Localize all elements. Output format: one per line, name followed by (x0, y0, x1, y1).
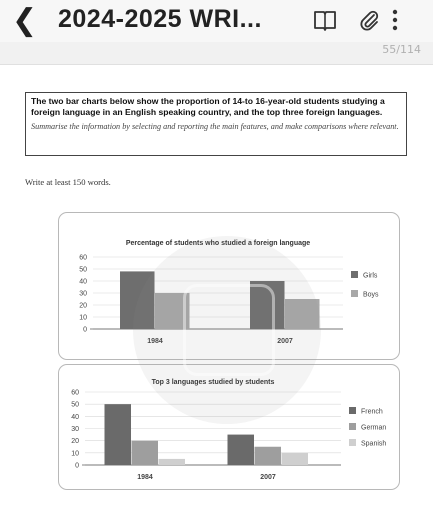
bar-spanish-2007 (282, 453, 309, 465)
y-tick-label: 10 (79, 314, 87, 322)
page-toolbar (0, 42, 433, 65)
y-tick-label: 0 (75, 462, 79, 470)
y-tick-label: 50 (79, 266, 87, 274)
y-tick-label: 20 (79, 302, 87, 310)
y-tick-label: 30 (71, 426, 79, 433)
legend-swatch-german (349, 423, 356, 430)
bar-spanish-1984 (159, 459, 186, 465)
chevron-left-icon[interactable]: ❮ (12, 3, 38, 38)
legend-label-german: German (361, 424, 387, 432)
chart-top-languages-svg (59, 365, 399, 489)
legend-swatch-girls (351, 271, 358, 278)
x-tick-label: 2007 (260, 474, 276, 481)
x-tick-label: 2007 (277, 338, 293, 345)
word-count-instruction: Write at least 150 words. (25, 177, 111, 187)
bar-boys-2007 (285, 299, 320, 329)
task-box (25, 92, 407, 156)
bar-german-1984 (132, 441, 159, 465)
task-instruction: The two bar charts below show the proportion of 14-to 16-year-old students studying a foreign language in an English speaking country, and the top three foreign languages. (31, 96, 385, 117)
legend-swatch-french (349, 407, 356, 414)
legend-label-spanish: Spanish (361, 440, 387, 448)
back-button[interactable] (12, 4, 37, 38)
chart-top-languages (58, 364, 400, 490)
y-tick-label: 20 (71, 438, 79, 446)
app-header (0, 0, 433, 42)
y-tick-label: 10 (71, 450, 79, 458)
more-vertical-icon[interactable] (390, 8, 400, 32)
bar-german-2007 (255, 447, 282, 465)
legend-label-girls: Girls (363, 272, 378, 280)
book-icon[interactable] (313, 9, 337, 31)
chart-title: Percentage of students who studied a foreign language (125, 240, 311, 247)
task-prompt: Summarise the information by selecting and reporting the main features, and make comparisons where relevant. (31, 122, 399, 131)
y-tick-label: 40 (79, 278, 87, 286)
legend-swatch-spanish (349, 439, 356, 446)
legend-swatch-boys (351, 290, 358, 297)
legend-label-french: French (361, 408, 383, 416)
bar-girls-2007 (250, 281, 285, 329)
bar-french-1984 (105, 404, 132, 465)
y-tick-label: 30 (79, 290, 87, 298)
bar-girls-1984 (120, 271, 155, 329)
chart-title: Top 3 languages studied by students (151, 379, 275, 386)
page-indicator: 55/114 (382, 43, 421, 56)
y-tick-label: 50 (71, 401, 79, 409)
bar-boys-1984 (155, 293, 190, 329)
y-tick-label: 40 (71, 413, 79, 421)
x-tick-label: 1984 (147, 338, 163, 345)
y-tick-label: 0 (83, 326, 87, 334)
chart-foreign-language-svg (59, 213, 399, 359)
y-tick-label: 60 (71, 389, 79, 397)
x-tick-label: 1984 (137, 474, 153, 481)
document-title: 2024-2025 WRI... (58, 5, 262, 33)
bar-french-2007 (228, 435, 255, 465)
attachment-icon[interactable] (357, 8, 381, 32)
legend-label-boys: Boys (363, 291, 379, 299)
chart-foreign-language (58, 212, 400, 360)
y-tick-label: 60 (79, 254, 87, 262)
